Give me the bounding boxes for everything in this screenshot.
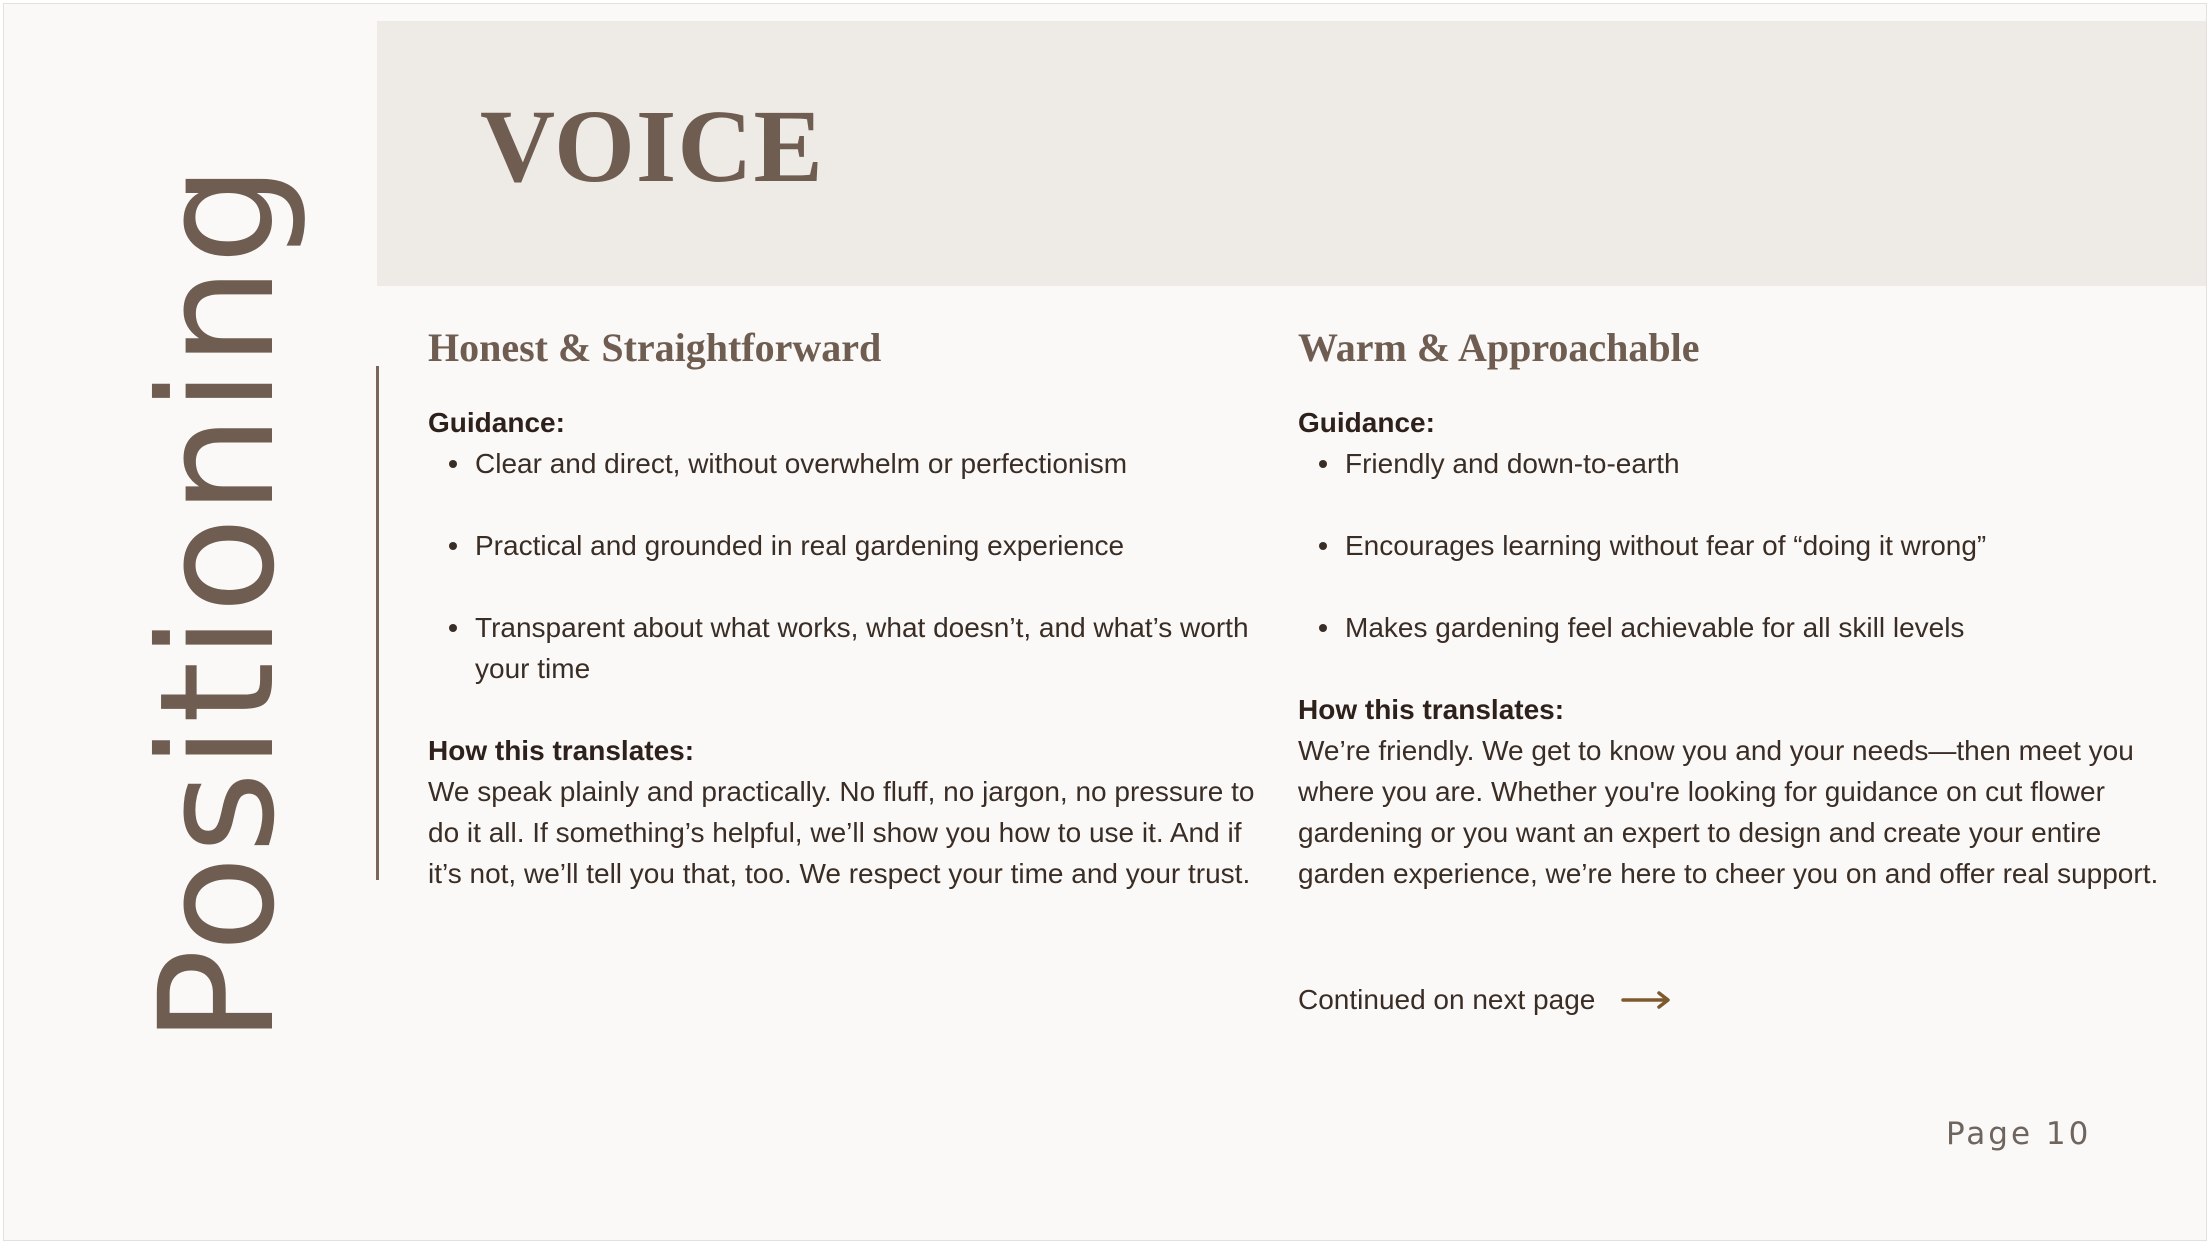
document-page (3, 3, 2207, 1241)
list-item: Encourages learning without fear of “doing it wrong” (1298, 525, 2178, 566)
left-column-heading: Honest & Straightforward (428, 325, 882, 370)
left-column (428, 324, 1268, 894)
right-column (1298, 324, 2178, 894)
list-item: Makes gardening feel achievable for all skill levels (1298, 607, 2178, 648)
vertical-divider (376, 366, 379, 880)
left-guidance-list (428, 443, 1268, 689)
right-guidance-list (1298, 443, 2178, 648)
list-item: Friendly and down-to-earth (1298, 443, 2178, 484)
page-number: Page 10 (1946, 1116, 2092, 1152)
right-translates-label: How this translates: (1298, 694, 1565, 725)
list-item: Transparent about what works, what doesn’t, and what’s worth your time (428, 607, 1268, 689)
arrow-right-icon (1621, 990, 1673, 1010)
right-translates-text: We’re friendly. We get to know you and your needs—then meet you where you are. Whether you're looking for guidance on cut flower gardening or you want an expert to design and create your entire garden experience, we’re here to cheer you on and offer real support. (1298, 735, 2159, 889)
continued-link[interactable] (1298, 979, 1673, 1020)
list-item: Clear and direct, without overwhelm or perfectionism (428, 443, 1268, 484)
section-side-label: Positioning (126, 162, 310, 1044)
right-column-heading: Warm & Approachable (1298, 325, 1700, 370)
left-translates-label: How this translates: (428, 735, 695, 766)
left-translates-text: We speak plainly and practically. No fluff, no jargon, no pressure to do it all. If something’s helpful, we’ll show you how to use it. And if it’s not, we’ll tell you that, too. We respect your time and your trust. (428, 776, 1255, 889)
right-guidance-label: Guidance: (1298, 407, 1435, 438)
header-band (377, 21, 2206, 286)
left-guidance-label: Guidance: (428, 407, 565, 438)
page-title: VOICE (480, 89, 824, 204)
continued-label: Continued on next page (1298, 984, 1596, 1015)
list-item: Practical and grounded in real gardening experience (428, 525, 1268, 566)
